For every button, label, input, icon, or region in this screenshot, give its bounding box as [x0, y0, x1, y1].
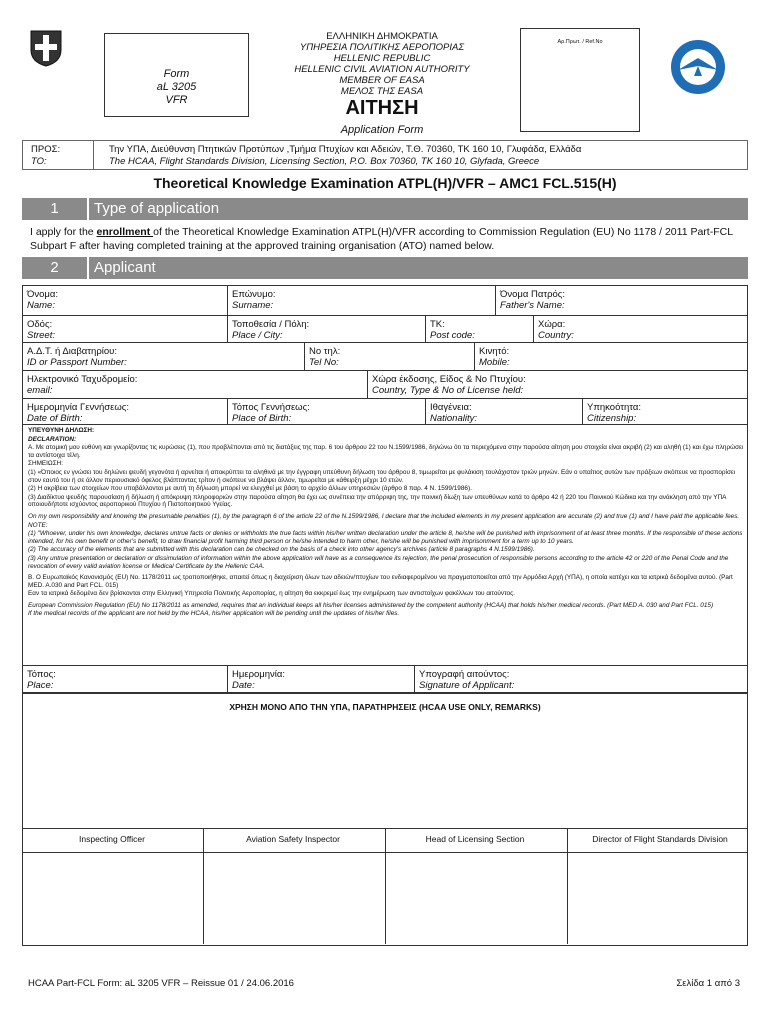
- decl-paragraph: On my own responsibility and knowing the presumable penalties (1), by the paragraph 6 of the article 22 of the N.1599/1986, I declare that the included elements in my present application are accurate (2) and true (1) and I have paid the applicable fees.: [28, 512, 740, 520]
- citizenship-field[interactable]: Υπηκοότητα: Citizenship:: [583, 399, 748, 425]
- id-passport-field[interactable]: Α.Δ.Τ. ή Διαβατηρίου: ID or Passport Number:: [23, 343, 305, 371]
- decl-paragraph: If the medical records of the applicant are not held by the HCAA, his/her application will be pending until the updates of his/her files.: [28, 610, 400, 618]
- signatory-head-of-licensing: Head of Licensing Section: [425, 834, 525, 844]
- type-of-application-text: [30, 225, 746, 253]
- decl-paragraph: (2) Η ακρίβεια των στοιχείων που υποβάλλονται με αυτή τη δήλωση μπορεί να ελεγχθεί με βάση το αρχείο άλλων υπηρεσιών (άρθρο 8 παρ. 4 Ν. 1599/1986).: [28, 485, 472, 493]
- name-field[interactable]: Όνομα: Name:: [23, 286, 228, 316]
- decl-paragraph: ΣΗΜΕΙΩΣΗ:: [28, 460, 64, 468]
- section-number: 1: [22, 198, 89, 220]
- decl-paragraph: Εαν τα ιατρικά δεδομένα δεν βρίσκονται στην Ελληνική Υπηρεσία Πολιτικής Αεροπορίας, η αίτηση θα εκκρεμεί έως την ενημέρωση των αντιστοίχων φακέλλων του αιτούντος.: [28, 590, 515, 598]
- surname-field[interactable]: Επώνυμο: Surname:: [228, 286, 496, 316]
- decl-heading-gr: ΥΠΕΥΘΥΝΗ ΔΗΛΩΣΗ:: [28, 427, 95, 434]
- title-en: Application Form: [340, 124, 424, 136]
- form-line: VFR: [165, 94, 188, 106]
- footer-left: HCAA Part-FCL Form: aL 3205 VFR – Reissue 01 / 24.06.2016: [28, 978, 294, 989]
- place-of-birth-field[interactable]: Τόπος Γεννήσεως: Place of Birth:: [228, 399, 426, 425]
- form-line: Form: [163, 68, 190, 80]
- decl-paragraph: (2) The accuracy of the elements that are submitted with this declaration can be checked on the basis of a check into other agency's archives (article 8 paragraphs 4 N.1599/1986).: [28, 546, 535, 554]
- emblem-icon: [28, 28, 64, 68]
- place-city-field[interactable]: Τοποθεσία / Πόλη: Place / City:: [228, 316, 426, 343]
- signatory-director-flight-standards: Director of Flight Standards Division: [592, 834, 728, 844]
- decl-paragraph: European Commission Regulation (EU) No 1178/2011 as amended, requires that an individual keeps all his/her licenses administered by the competent authority (HCAA) that holds his/her medical records. (Part MED A. 030 and Part FCL. 015): [28, 601, 714, 609]
- decl-paragraph: A. Με ατομική μου ευθύνη και γνωρίζοντας τις κυρώσεις (1), που προβλέπονται από τις διατάξεις της παρ. 6 του άρθρου 22 του Ν.1599/1986, δηλώνω ότι τα περιεχόμενα στην παρούσα αίτηση μου στοιχεία είναι ακριβή (2) και αληθή (1) και έχω πληρώσει τα αντίστοιχα τέλη.: [28, 444, 744, 459]
- decl-paragraph: NOTE:: [28, 521, 48, 529]
- app-text-a: I apply for the: [30, 226, 97, 238]
- signatory-inspecting-officer: Inspecting Officer: [79, 834, 145, 844]
- title-gr: ΑΙΤΗΣΗ: [345, 97, 419, 119]
- father-name-field[interactable]: Όνομα Πατρός: Father's Name:: [496, 286, 748, 316]
- email-field[interactable]: Ηλεκτρονικό Ταχυδρομείο: email:: [23, 371, 368, 399]
- header-line: HELLENIC REPUBLIC: [333, 53, 431, 64]
- decl-paragraph: (1) «Όποιος εν γνώσει του δηλώνει ψευδή γεγονότα ή αρνείται ή αποκρύπτει τα αληθινά με την έγγραφη υπεύθυνη δήλωση του άρθρου 8, τιμωρείται με φυλάκιση τουλάχιστον τριών μηνών. Εάν ο υπαίτιος αυτών των πράξεων σκόπευε να προσπορίσει στον εαυτό του ή σε άλλον περιουσιακό όφελος βλάπτοντας τρίτον ή σκόπευε να βλάψει άλλον, τιμωρείται με κάθειρξη μέχρι 10 ετών.: [28, 468, 736, 484]
- hcaa-use-heading: ΧΡΗΣΗ ΜΟΝΟ ΑΠΟ ΤΗΝ ΥΠΑ, ΠΑΡΑΤΗΡΗΣΕΙΣ (HCAA USE ONLY, REMARKS): [229, 702, 541, 712]
- signatories-box: [22, 828, 748, 946]
- decl-paragraph: (3) Διαδίκτυο ψευδής παρουσίαση ή δήλωση ή απόκρυψη πληροφοριών στην παρούσα αίτηση θα έχει ως συνέπεια την απόρριψη της, την ποινική δίωξη των υπευθύνων κατά το άρθρο 42 ή 220 του Ποινικού Κώδικα και την ανάκληση από την ΥΠΑ οποιουδήποτε ισχύοντος αεροπορικού Πτυχίου ή Πιστοποιητικού Υγείας.: [28, 493, 727, 509]
- decl-paragraph: (1) "Whoever, under his own knowledge, declares untrue facts or denies or withholds the true facts within his/her written declaration under the article 8, he/she will be punished with imprisonment of at least three months. If the responsible of these actions intended, for his own benefit or other's benefit, to draw financial profit harming third person or he/she intended to harm other, he/she will be punished with imprisonment for a term up to 10 years.: [28, 530, 743, 545]
- ref-no-label: Αρ.Πρωτ. / Ref.No: [557, 39, 603, 45]
- to-address-en: The HCAA, Flight Standards Division, Licensing Section, P.O. Box 70360, TK 160 10, Glyfada, Greece: [109, 156, 540, 167]
- form-id-box: [104, 33, 249, 117]
- to-label-gr: ΠΡΟΣ:: [31, 144, 61, 155]
- hcaa-logo: [668, 36, 728, 98]
- ref-no-box: [520, 28, 640, 132]
- country-field[interactable]: Χώρα: Country:: [534, 316, 748, 343]
- applicant-table: [22, 285, 748, 425]
- to-address-gr: Την ΥΠΑ, Διεύθυνση Πτητικών Προτύπων ,Τμήμα Πτυχίων και Αδειών, Τ.Θ. 70360, ΤΚ 160 10, Γλυφάδα, Ελλάδα: [109, 144, 582, 155]
- footer-page-number: Σελίδα 1 από 3: [676, 978, 740, 989]
- mobile-field[interactable]: Κινητό: Mobile:: [475, 343, 748, 371]
- section-1-header: [22, 198, 748, 220]
- header-line: HELLENIC CIVIL AVIATION AUTHORITY: [294, 64, 470, 75]
- app-text-enrollment: enrollment: [96, 226, 154, 238]
- header-line: ΕΛΛΗΝΙΚΗ ΔΗΜΟΚΡΑΤΙΑ: [326, 31, 438, 42]
- decl-paragraph: B. Ο Ευρωπαϊκός Κανονισμός (EU) No. 1178/2011 ως τροποποιήθηκε, απαιτεί όπως η διαχείριση όλων των αδειών/πτυχίων του ενδιαφερομένου να πραγματοποιείται από την Αρμόδια Αρχή (ΥΠΑ), η οποία κατέχει και τα ιατρικά δεδομένα αυτού. (Part MED. A.030 and Part FCL. 015): [28, 574, 733, 589]
- place-field[interactable]: Τόπος: Place:: [23, 666, 228, 692]
- signature-row: [22, 665, 748, 693]
- decl-paragraph: (3) Any untrue presentation or declaration or dissimulation of information within the above application will have as a consequence its rejection, the penal prosecution of responsible persons according to the article 42 or 220 of the Penal Code and the revocation of every valid aviation license or Medical Certificate by the Hellenic CAA.: [28, 554, 729, 570]
- nationality-field[interactable]: Ιθαγένεια: Nationality:: [426, 399, 583, 425]
- declaration-border: [22, 425, 748, 665]
- section-number: 2: [22, 257, 89, 279]
- hcaa-logo-icon: [668, 36, 728, 98]
- date-of-birth-field[interactable]: Ημερομηνία Γεννήσεως: Date of Birth:: [23, 399, 228, 425]
- post-code-field[interactable]: ΤΚ: Post code:: [426, 316, 534, 343]
- to-box: [22, 140, 748, 170]
- section-2-header: [22, 257, 748, 279]
- header-line: MEMBER OF EASA: [339, 75, 425, 86]
- license-held-field[interactable]: Χώρα έκδοσης, Είδος & Νο Πτυχίου: Country, Type & No of License held:: [368, 371, 748, 399]
- authority-header: [262, 31, 502, 97]
- app-text-c: of the Theoretical Knowledge Examination ATPL(H)/VFR according to Commission Regulation (EU) No 1178 / 2011 Part-FCL Subpart F after having completed training at the approved training organisation (ATO) named below.: [30, 226, 733, 252]
- header-line: ΜΕΛΟΣ ΤΗΣ EASA: [340, 86, 424, 97]
- decl-heading-en: DECLARATION:: [28, 435, 77, 443]
- signatory-aviation-safety-inspector: Aviation Safety Inspector: [246, 834, 340, 844]
- tel-field[interactable]: Νο τηλ: Tel No:: [305, 343, 475, 371]
- to-label-en: TO:: [31, 156, 47, 167]
- form-line: aL 3205: [156, 81, 197, 93]
- section-title: Applicant: [94, 259, 156, 276]
- greek-emblem: [28, 28, 64, 68]
- signature-field[interactable]: Υπογραφή αιτούντος: Signature of Applicant:: [419, 669, 515, 691]
- section-title: Type of application: [94, 200, 220, 217]
- main-title: Theoretical Knowledge Examination ATPL(H)/VFR – AMC1 FCL.515(H): [153, 175, 617, 191]
- header-line: ΥΠΗΡΕΣΙΑ ΠΟΛΙΤΙΚΗΣ ΑΕΡΟΠΟΡΙΑΣ: [299, 42, 465, 53]
- street-field[interactable]: Οδός: Street:: [23, 316, 228, 343]
- date-field[interactable]: Ημερομηνία: Date:: [228, 666, 415, 692]
